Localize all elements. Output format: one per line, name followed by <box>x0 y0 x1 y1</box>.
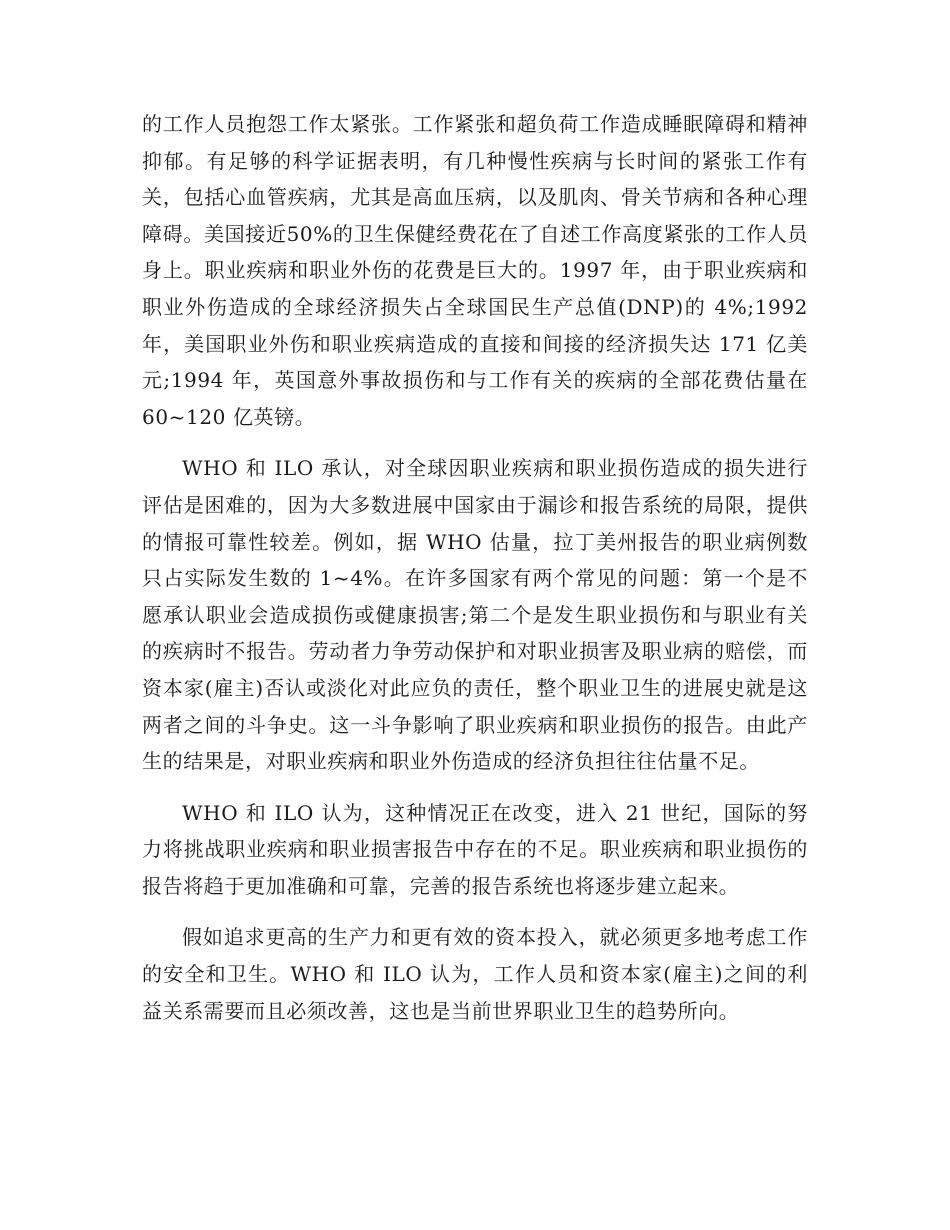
paragraph-2: WHO 和 ILO 承认，对全球因职业疾病和职业损伤造成的损失进行评估是困难的，因为大多数进展中国家由于漏诊和报告系统的局限，提供的情报可靠性较差。例如，据 WHO 估量，拉丁美州报告的职业病例数只占实际发生数的 1~4%。在许多国家有两个常见的问题：第一个是不愿承认职业会造成损伤或健康损害;第二个是发生职业损伤和与职业有关的疾病时不报告。劳动者力争劳动保护和对职业损害及职业病的赔偿，而资本家(雇主)否认或淡化对此应负的责任，整个职业卫生的进展史就是这两者之间的斗争史。这一斗争影响了职业疾病和职业损伤的报告。由此产生的结果是，对职业疾病和职业外伤造成的经济负担往往估量不足。 <box>142 456 808 774</box>
paragraph-1: 的工作人员抱怨工作太紧张。工作紧张和超负荷工作造成睡眠障碍和精神抑郁。有足够的科学证据表明，有几种慢性疾病与长时间的紧张工作有关，包括心血管疾病，尤其是高血压病，以及肌肉、骨关节病和各种心理障碍。美国接近50%的卫生保健经费花在了自述工作高度紧张的工作人员身上。职业疾病和职业外伤的花费是巨大的。1997 年，由于职业疾病和职业外伤造成的全球经济损失占全球国民生产总值(DNP)的 4%;1992 年，美国职业外伤和职业疾病造成的直接和间接的经济损失达 171 亿美元;1994 年，英国意外事故损伤和与工作有关的疾病的全部花费估量在 60~120 亿英镑。 <box>142 112 808 429</box>
document-body <box>142 106 808 1044</box>
paragraph-3: WHO 和 ILO 认为，这种情况正在改变，进入 21 世纪，国际的努力将挑战职业疾病和职业损害报告中存在的不足。职业疾病和职业损伤的报告将趋于更加准确和可靠，完善的报告系统也将逐步建立起来。 <box>142 800 808 898</box>
paragraph-4: 假如追求更高的生产力和更有效的资本投入，就必须更多地考虑工作的安全和卫生。WHO 和 ILO 认为，工作人员和资本家(雇主)之间的利益关系需要而且必须改善，这也是当前世界职业卫生的趋势所向。 <box>142 925 808 1023</box>
